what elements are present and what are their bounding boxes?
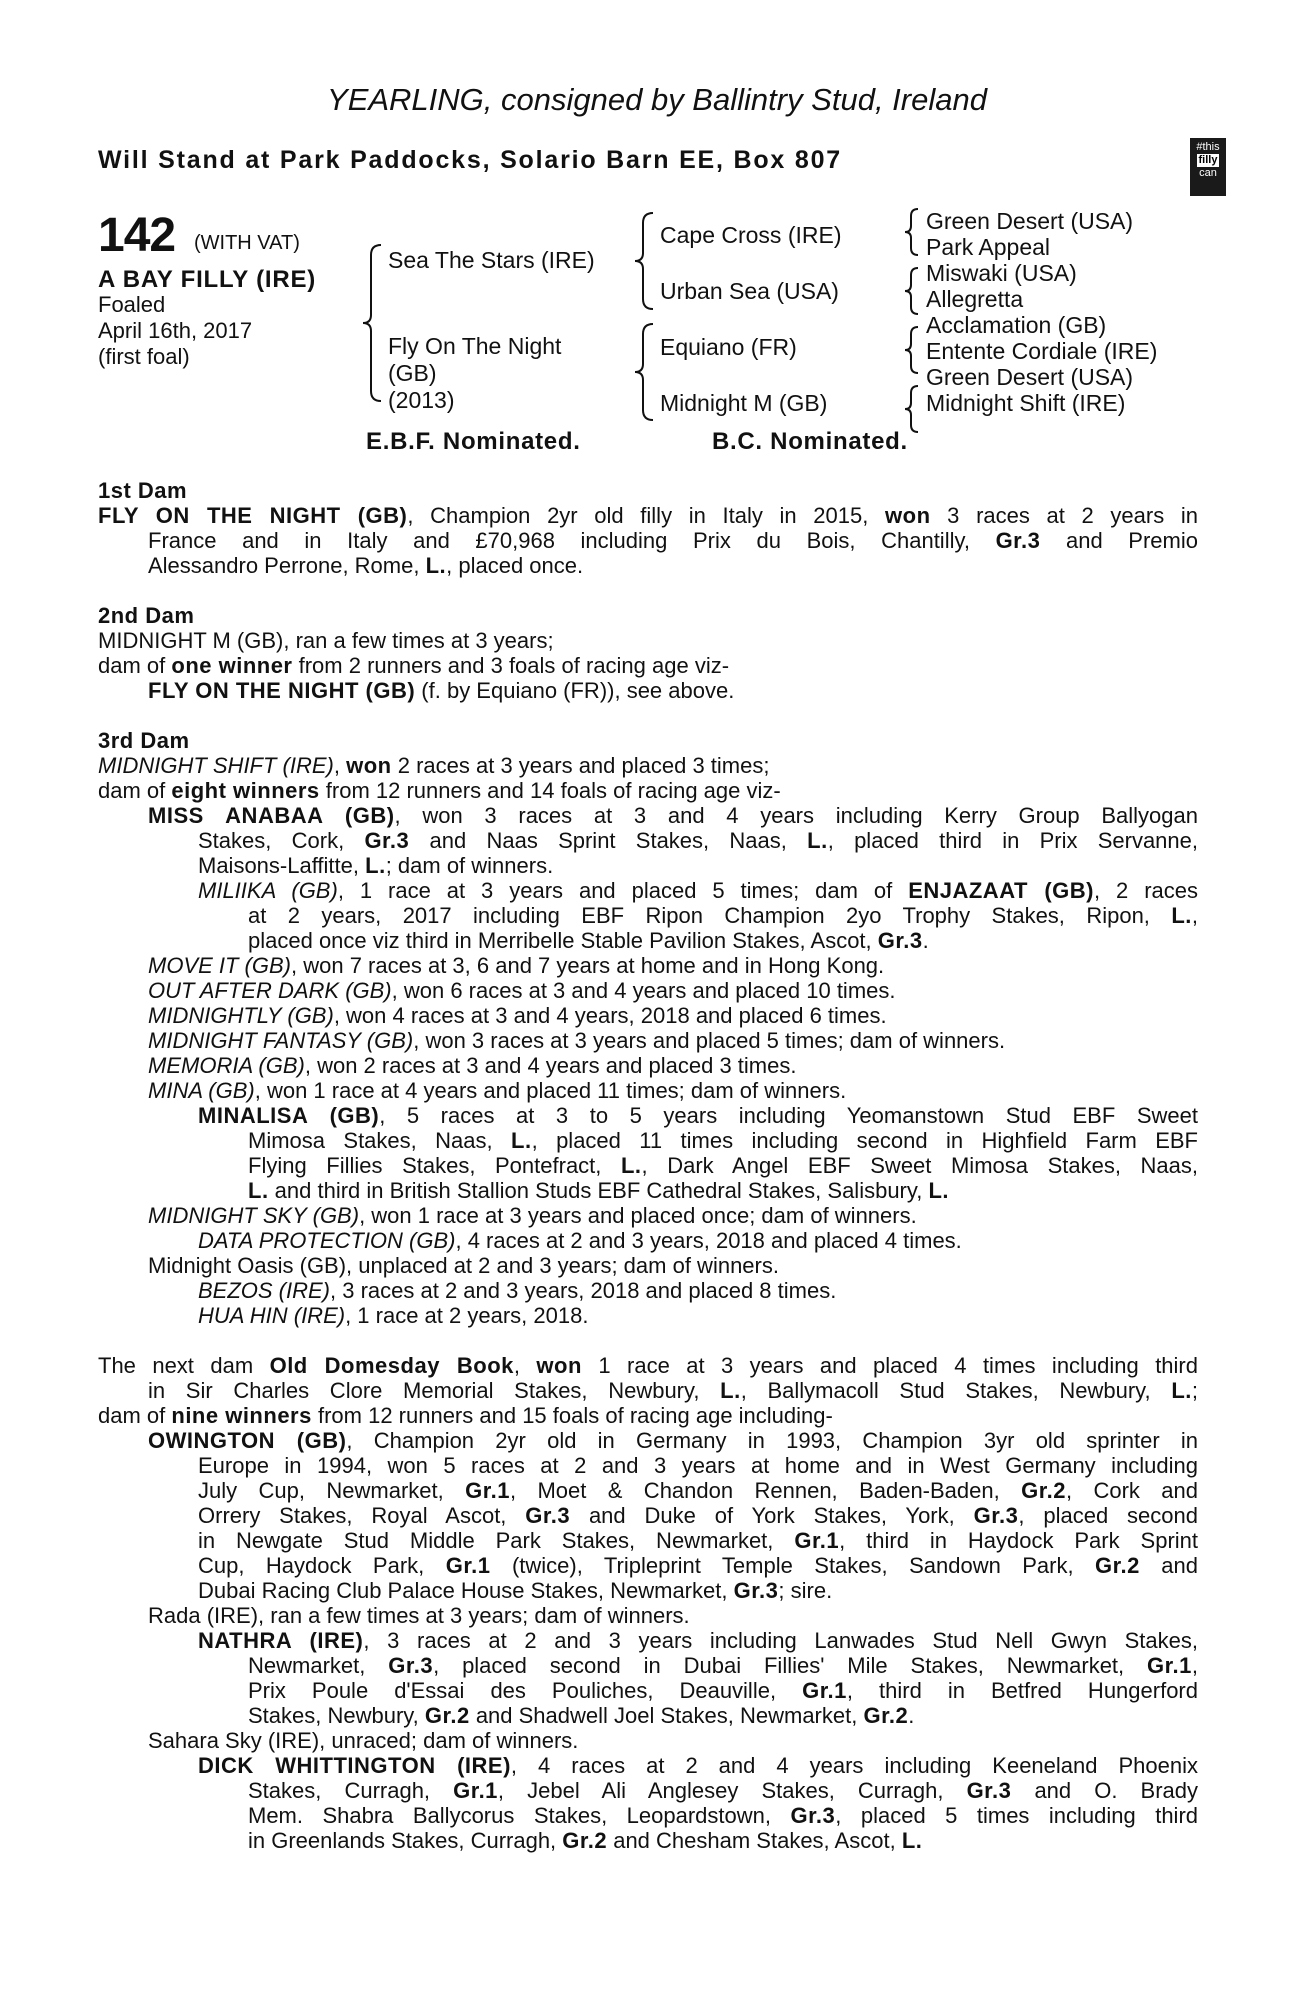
sire: Sea The Stars (IRE) bbox=[388, 247, 595, 273]
first-dam-line-1: FLY ON THE NIGHT (GB), Champion 2yr old filly in Italy in 2015, won 3 races at 2 years in bbox=[98, 503, 1198, 528]
move-it-line: MOVE IT (GB), won 7 races at 3, 6 and 7 years at home and in Hong Kong. bbox=[148, 953, 885, 978]
stand-location: Will Stand at Park Paddocks, Solario Barn EE, Box 807 bbox=[98, 146, 842, 174]
foal-note: (first foal) bbox=[98, 344, 190, 369]
g3-3: Miswaki (USA) bbox=[926, 260, 1077, 286]
second-dam-heading: 2nd Dam bbox=[98, 603, 195, 628]
third-dam-heading: 3rd Dam bbox=[98, 728, 190, 753]
bezos-line: BEZOS (IRE), 3 races at 2 and 3 years, 2018 and placed 8 times. bbox=[198, 1278, 837, 1303]
next-dam-line-3: dam of nine winners from 12 runners and 15 foals of racing age including- bbox=[98, 1403, 833, 1428]
dick-whittington-line-2: Stakes, Curragh, Gr.1, Jebel Ali Anglesey Stakes, Curragh, Gr.3 and O. Brady bbox=[248, 1778, 1198, 1803]
sahara-sky-line: Sahara Sky (IRE), unraced; dam of winners. bbox=[148, 1728, 579, 1753]
miliika-line-2: at 2 years, 2017 including EBF Ripon Champion 2yo Trophy Stakes, Ripon, L., bbox=[248, 903, 1198, 928]
badge-line-1: #this bbox=[1196, 141, 1220, 153]
nathra-line-1: NATHRA (IRE), 3 races at 2 and 3 years including Lanwades Stud Nell Gwyn Stakes, bbox=[198, 1628, 1198, 1653]
first-dam-line-3: Alessandro Perrone, Rome, L., placed once. bbox=[148, 553, 584, 578]
second-dam-line-3: FLY ON THE NIGHT (GB) (f. by Equiano (FR)), see above. bbox=[148, 678, 735, 703]
next-dam-line-1: The next dam Old Domesday Book, won 1 race at 3 years and placed 4 times including third bbox=[98, 1353, 1198, 1378]
g3-8: Midnight Shift (IRE) bbox=[926, 390, 1126, 416]
miss-anabaa-line-1: MISS ANABAA (GB), won 3 races at 3 and 4 years including Kerry Group Ballyogan bbox=[148, 803, 1199, 828]
minalisa-line-4: L. and third in British Stallion Studs EBF Cathedral Stakes, Salisbury, L. bbox=[248, 1178, 950, 1203]
first-dam-line-2: France and in Italy and £70,968 including Prix du Bois, Chantilly, Gr.3 and Premio bbox=[148, 528, 1198, 553]
badge-line-3: can bbox=[1199, 167, 1217, 179]
minalisa-line-1: MINALISA (GB), 5 races at 3 to 5 years including Yeomanstown Stud EBF Sweet bbox=[198, 1103, 1198, 1128]
first-dam-heading: 1st Dam bbox=[98, 478, 188, 503]
lot-name: A BAY FILLY (IRE) bbox=[98, 266, 317, 293]
owington-line-3: July Cup, Newmarket, Gr.1, Moet & Chandon Rennen, Baden-Baden, Gr.2, Cork and bbox=[198, 1478, 1198, 1503]
lot-number: 142 bbox=[98, 209, 176, 262]
miliika-line-3: placed once viz third in Merribelle Stable Pavilion Stakes, Ascot, Gr.3. bbox=[248, 928, 929, 953]
third-dam-line-1: MIDNIGHT SHIFT (IRE), won 2 races at 3 years and placed 3 times; bbox=[98, 753, 770, 778]
midnight-sky-line: MIDNIGHT SKY (GB), won 1 race at 3 years and placed once; dam of winners. bbox=[148, 1203, 917, 1228]
minalisa-line-3: Flying Fillies Stakes, Pontefract, L., Dark Angel EBF Sweet Mimosa Stakes, Naas, bbox=[248, 1153, 1198, 1178]
rada-line: Rada (IRE), ran a few times at 3 years; dam of winners. bbox=[148, 1603, 690, 1628]
miliika-line-1: MILIIKA (GB), 1 race at 3 years and placed 5 times; dam of ENJAZAAT (GB), 2 races bbox=[198, 878, 1199, 903]
second-dam-line-1: MIDNIGHT M (GB), ran a few times at 3 years; bbox=[98, 628, 554, 653]
g3-4: Allegretta bbox=[926, 286, 1024, 312]
g3-5: Acclamation (GB) bbox=[926, 312, 1107, 338]
dick-whittington-line-1: DICK WHITTINGTON (IRE), 4 races at 2 and 4 years including Keeneland Phoenix bbox=[198, 1753, 1199, 1778]
foaling-date: April 16th, 2017 bbox=[98, 318, 253, 343]
catalogue-heading: YEARLING, consigned by Ballintry Stud, Ireland bbox=[327, 82, 987, 117]
memoria-line: MEMORIA (GB), won 2 races at 3 and 4 years and placed 3 times. bbox=[148, 1053, 797, 1078]
third-generation bbox=[926, 208, 1157, 416]
g3-2: Park Appeal bbox=[926, 234, 1051, 260]
sire-dam: Urban Sea (USA) bbox=[660, 278, 839, 304]
dick-whittington-line-3: Mem. Shabra Ballycorus Stakes, Leopardstown, Gr.3, placed 5 times including third bbox=[248, 1803, 1198, 1828]
dick-whittington-line-4: in Greenlands Stakes, Curragh, Gr.2 and Chesham Stakes, Ascot, L. bbox=[248, 1828, 923, 1853]
miss-anabaa-line-2: Stakes, Cork, Gr.3 and Naas Sprint Stakes, Naas, L., placed third in Prix Servanne, bbox=[198, 828, 1198, 853]
g3-6: Entente Cordiale (IRE) bbox=[926, 338, 1158, 364]
g3-7: Green Desert (USA) bbox=[926, 364, 1134, 390]
dam: Fly On The Night (GB) (2013) bbox=[388, 333, 562, 413]
next-dam-line-2: in Sir Charles Clore Memorial Stakes, Newbury, L., Ballymacoll Stud Stakes, Newbury, L.; bbox=[148, 1378, 1199, 1403]
midnight-fantasy-line: MIDNIGHT FANTASY (GB), won 3 races at 3 years and placed 5 times; dam of winners. bbox=[148, 1028, 1006, 1053]
badge-line-2: filly bbox=[1198, 154, 1218, 166]
owington-line-6: Cup, Haydock Park, Gr.1 (twice), Tripleprint Temple Stakes, Sandown Park, Gr.2 and bbox=[198, 1553, 1199, 1578]
third-dam-line-2: dam of eight winners from 12 runners and 14 foals of racing age viz- bbox=[98, 778, 781, 803]
miss-anabaa-line-3: Maisons-Laffitte, L.; dam of winners. bbox=[198, 853, 554, 878]
vat-note: (WITH VAT) bbox=[194, 232, 300, 254]
bc-nominated: B.C. Nominated. bbox=[712, 428, 908, 455]
dam-sire: Equiano (FR) bbox=[660, 334, 797, 360]
data-protection-line: DATA PROTECTION (GB), 4 races at 2 and 3 years, 2018 and placed 4 times. bbox=[198, 1228, 962, 1253]
mina-line: MINA (GB), won 1 race at 4 years and placed 11 times; dam of winners. bbox=[148, 1078, 847, 1103]
owington-line-5: in Newgate Stud Middle Park Stakes, Newmarket, Gr.1, third in Haydock Park Sprint bbox=[198, 1528, 1198, 1553]
nathra-line-4: Stakes, Newbury, Gr.2 and Shadwell Joel Stakes, Newmarket, Gr.2. bbox=[248, 1703, 915, 1728]
g3-1: Green Desert (USA) bbox=[926, 208, 1134, 234]
owington-line-7: Dubai Racing Club Palace House Stakes, Newmarket, Gr.3; sire. bbox=[198, 1578, 833, 1603]
midnightly-line: MIDNIGHTLY (GB), won 4 races at 3 and 4 years, 2018 and placed 6 times. bbox=[148, 1003, 887, 1028]
sire-sire: Cape Cross (IRE) bbox=[660, 222, 842, 248]
ebf-nominated: E.B.F. Nominated. bbox=[366, 428, 581, 455]
second-dam-line-2: dam of one winner from 2 runners and 3 foals of racing age viz- bbox=[98, 653, 730, 678]
out-after-dark-line: OUT AFTER DARK (GB), won 6 races at 3 and 4 years and placed 10 times. bbox=[148, 978, 896, 1003]
nathra-line-2: Newmarket, Gr.3, placed second in Dubai Fillies' Mile Stakes, Newmarket, Gr.1, bbox=[248, 1653, 1198, 1678]
minalisa-line-2: Mimosa Stakes, Naas, L., placed 11 times including second in Highfield Farm EBF bbox=[248, 1128, 1198, 1153]
foaled-label: Foaled bbox=[98, 292, 166, 317]
owington-line-4: Orrery Stakes, Royal Ascot, Gr.3 and Duke of York Stakes, York, Gr.3, placed second bbox=[198, 1503, 1198, 1528]
owington-line-2: Europe in 1994, won 5 races at 2 and 3 years at home and in West Germany including bbox=[198, 1453, 1198, 1478]
hua-hin-line: HUA HIN (IRE), 1 race at 2 years, 2018. bbox=[198, 1303, 589, 1328]
midnight-oasis-line: Midnight Oasis (GB), unplaced at 2 and 3 years; dam of winners. bbox=[148, 1253, 779, 1278]
dam-dam: Midnight M (GB) bbox=[660, 390, 828, 416]
nathra-line-3: Prix Poule d'Essai des Pouliches, Deauville, Gr.1, third in Betfred Hungerford bbox=[248, 1678, 1198, 1703]
owington-line-1: OWINGTON (GB), Champion 2yr old in Germany in 1993, Champion 3yr old sprinter in bbox=[148, 1428, 1199, 1453]
